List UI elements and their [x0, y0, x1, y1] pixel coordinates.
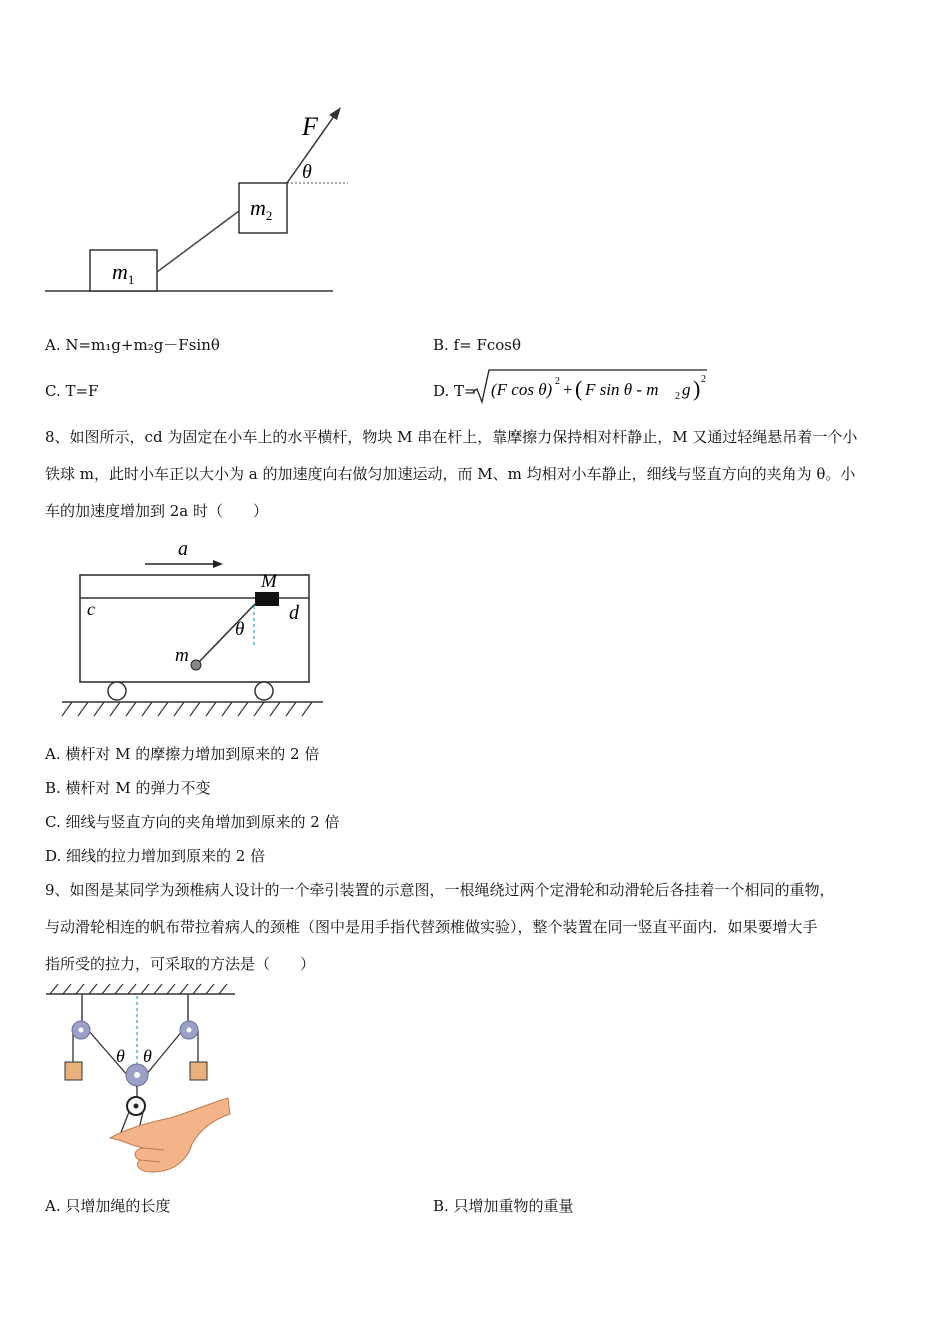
wheel-left: [108, 682, 126, 700]
label-acceleration: a: [178, 538, 188, 560]
q7-option-c[interactable]: C. T=F: [45, 382, 99, 400]
svg-text:(F cos θ): (F cos θ): [491, 380, 553, 399]
label-c: c: [87, 599, 95, 619]
ball-m: [191, 660, 201, 670]
svg-text:2: 2: [701, 374, 706, 385]
q8-line-1: 8、如图所示，cd 为固定在小车上的水平横杆，物块 M 串在杆上，靠摩擦力保持相对杆静止，M 又通过轻绳悬吊着一个小: [45, 428, 858, 446]
q8-line-2: 铁球 m，此时小车正以大小为 a 的加速度向右做匀加速运动，而 M、m 均相对小车静止，细线与竖直方向的夹角为 θ。小: [45, 465, 856, 483]
label-force: F: [302, 112, 318, 141]
label-theta-left: θ: [116, 1046, 125, 1066]
q9-line-2: 与动滑轮相连的帆布带拉着病人的颈椎（图中是用手指代替颈椎做实验），整个装置在同一竖直平面内．如果要增大手: [45, 918, 818, 936]
acceleration-arrow-head: [213, 560, 223, 568]
force-arrow-head: [329, 107, 341, 120]
figure-blocks-force: [40, 100, 360, 300]
q8-option-d[interactable]: D. 细线的拉力增加到原来的 2 倍: [45, 847, 266, 865]
label-m2: $m_2$: [250, 195, 273, 223]
ceiling-hatching: [50, 984, 227, 994]
q7-option-a[interactable]: A. N=m₁g+m₂g－Fsinθ: [45, 336, 220, 354]
q8-option-b[interactable]: B. 横杆对 M 的弹力不变: [45, 779, 211, 797]
svg-text:F sin θ - m: F sin θ - m: [585, 380, 659, 399]
floor-hatching: [62, 702, 312, 716]
svg-text:): ): [693, 376, 701, 401]
q9-option-b[interactable]: B. 只增加重物的重量: [433, 1197, 574, 1215]
q8-line-3: 车的加速度增加到 2a 时（ ）: [45, 502, 269, 520]
svg-text:(: (: [575, 376, 583, 401]
left-weight: [65, 1062, 82, 1080]
wheel-right: [255, 682, 273, 700]
label-m: m: [175, 645, 189, 666]
connecting-rope: [157, 211, 239, 272]
svg-text:2: 2: [555, 376, 560, 387]
svg-text:2: 2: [675, 391, 680, 402]
block-M: [255, 592, 279, 606]
label-d: d: [289, 602, 299, 624]
q9-stem: [45, 872, 907, 983]
q8-stem: [45, 419, 907, 530]
q9-line-3: 指所受的拉力，可采取的方法是（ ）: [45, 955, 316, 973]
q7-option-d-prefix: D. T=: [433, 382, 477, 400]
label-angle: θ: [302, 161, 312, 183]
q7-option-b[interactable]: B. f= Fcosθ: [433, 336, 522, 354]
label-M: M: [261, 571, 277, 592]
figure-cart: [55, 535, 335, 725]
q8-option-a[interactable]: A. 横杆对 M 的摩擦力增加到原来的 2 倍: [45, 745, 320, 763]
q8-option-c[interactable]: C. 细线与竖直方向的夹角增加到原来的 2 倍: [45, 813, 340, 831]
q9-line-1: 9、如图是某同学为颈椎病人设计的一个牵引装置的示意图，一根绳绕过两个定滑轮和动滑轮后各挂着一个相同的重物，: [45, 881, 835, 899]
q7-option-d-formula: [471, 368, 711, 406]
label-m1: $m_1$: [112, 259, 135, 287]
svg-text:+: +: [563, 380, 573, 399]
svg-text:g: g: [682, 380, 691, 399]
figure-pulley-device: [40, 980, 240, 1180]
label-theta-right: θ: [143, 1046, 152, 1066]
q9-option-a[interactable]: A. 只增加绳的长度: [45, 1197, 171, 1215]
label-theta: θ: [235, 619, 245, 640]
right-weight: [190, 1062, 207, 1080]
